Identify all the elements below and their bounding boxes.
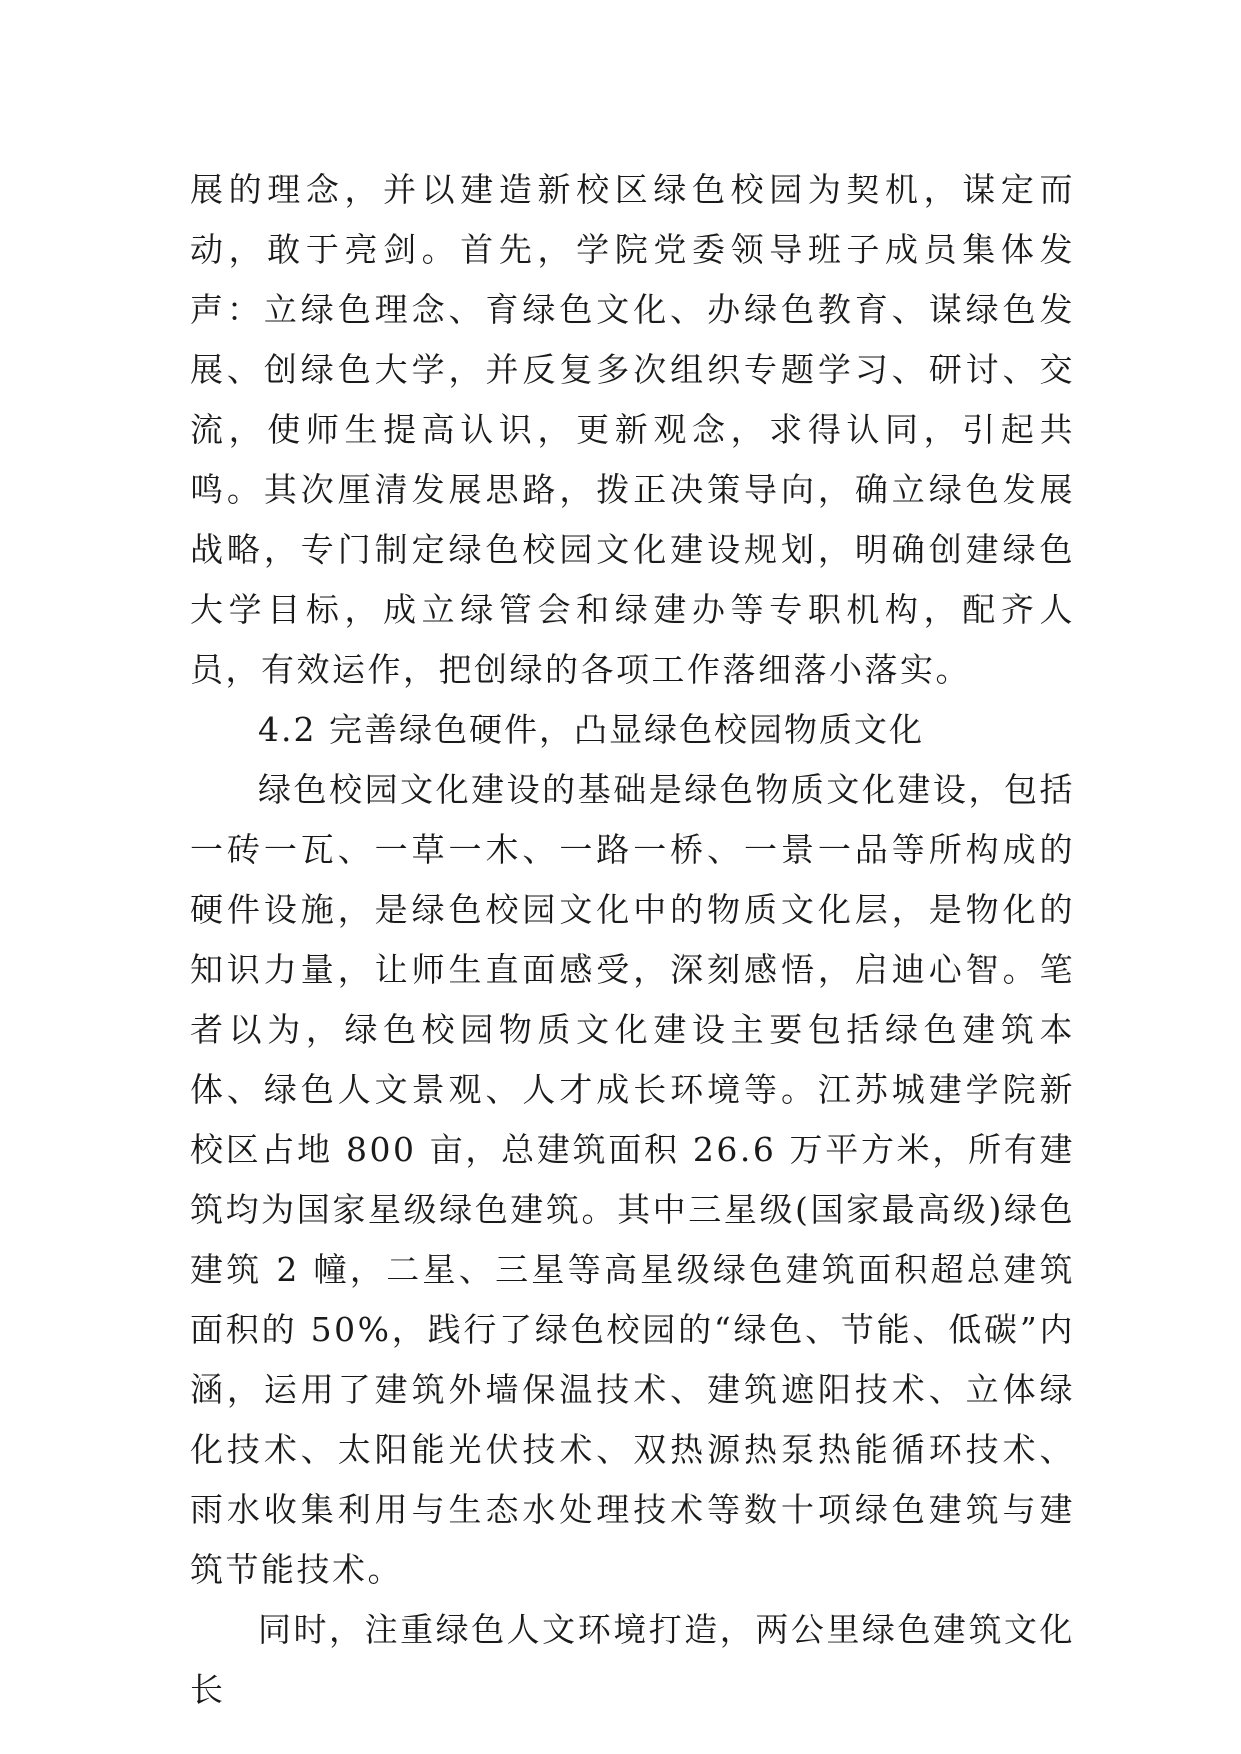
paragraph-continuation: 展的理念，并以建造新校区绿色校园为契机，谋定而动，敢于亮剑。首先，学院党委领导班子成员集体发声：立绿色理念、育绿色文化、办绿色教育、谋绿色发展、创绿色大学，并反复多次组织专题学习、研讨、交流，使师生提高认识，更新观念，求得认同，引起共鸣。其次厘清发展思路，拨正决策导向，确立绿色发展战略，专门制定绿色校园文化建设规划，明确创建绿色大学目标，成立绿管会和绿建办等专职机构，配齐人员，有效运作，把创绿的各项工作落细落小落实。 (190, 170, 1075, 689)
paragraph-material-culture: 绿色校园文化建设的基础是绿色物质文化建设，包括一砖一瓦、一草一木、一路一桥、一景一品等所构成的硬件设施，是绿色校园文化中的物质文化层，是物化的知识力量，让师生直面感受，深刻感悟，启迪心智。笔者以为，绿色校园物质文化建设主要包括绿色建筑本体、绿色人文景观、人才成长环境等。江苏城建学院新校区占地 800 亩，总建筑面积 26.6 万平方米，所有建筑均为国家星级绿色建筑。其中三星级(国家最高级)绿色建筑 2 幢，二星、三星等高星级绿色建筑面积超总建筑面积的 50%，践行了绿色校园的“绿色、节能、低碳”内涵，运用了建筑外墙保温技术、建筑遮阳技术、立体绿化技术、太阳能光伏技术、双热源热泵热能循环技术、雨水收集利用与生态水处理技术等数十项绿色建筑与建筑节能技术。 (190, 770, 1075, 1589)
body-text (190, 160, 1075, 1720)
section-heading-4-2: 4.2 完善绿色硬件，凸显绿色校园物质文化 (258, 710, 924, 749)
paragraph-humanistic-environment: 同时，注重绿色人文环境打造，两公里绿色建筑文化长 (190, 1610, 1075, 1709)
